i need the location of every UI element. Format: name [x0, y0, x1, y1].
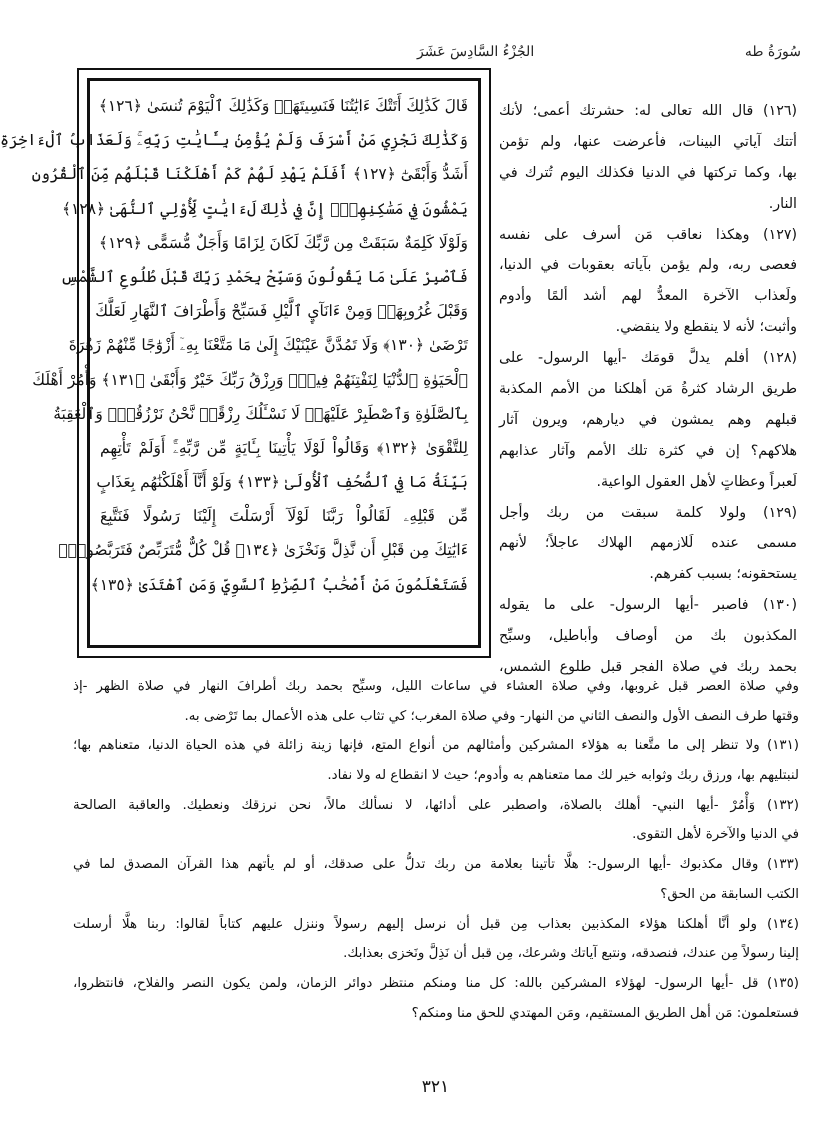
tafsir-line: المكذبون بك من أوصاف وأباطيل، وسبِّح — [499, 628, 797, 645]
quran-line: مِّن قَبْلِهِۦ لَقَالُواْ رَبَّنَا لَوْلَآ أَرْسَلْتَ إِلَيْنَا رَسُولًا فَنَتَّبِعَ — [100, 507, 468, 526]
tafsir-line: (١٢٩) ولولا كلمة سبقت من ربك وأجل — [499, 504, 797, 521]
quran-line: وَلَوْلَا كَلِمَةٌ سَبَقَتْ مِن رَّبِّكَ لَكَانَ لِزَامًا وَأَجَلٌ مُّسَمًّى ﴿١٢٩﴾ — [98, 233, 468, 252]
quran-line: قَالَ كَذَٰلِكَ أَتَتْكَ ءَايَٰتُنَا فَنَسِيتَهَاۖ وَكَذَٰلِكَ ٱلْيَوْمَ تُنسَىٰ ﴿١٢٦﴾ — [98, 97, 468, 115]
juz-label: الجُزْءُ السَّادِسَ عَشَرَ — [417, 44, 535, 60]
quran-line: فَسَتَعْلَمُونَ مَنْ أَصْحَٰبُ ٱلصِّرَٰطِ ٱلسَّوِيِّ وَمَنِ ٱهْتَدَىٰ ﴿١٣٥﴾ — [90, 575, 468, 594]
tafsir-line: إلينا رسولاً مِن عندك، فنصدقه، ونتبع آياتك وشرعك، مِن قبل أن نَذِلَّ ونَخزى بعذابك. — [343, 946, 799, 962]
tafsir-line: وقتها طرف النصف الأول والنصف الثاني من النهار- وفي صلاة المغرب؛ كي تثاب على هذه الأعمال بما تَرْضى به. — [184, 708, 799, 724]
tafsir-line: (١٢٦) قال الله تعالى له: حشرتك أعمى؛ لأنك — [499, 103, 797, 119]
quran-line: أَشَدُّ وَأَبْقَىٰٓ ﴿١٢٧﴾ أَفَلَمْ يَهْدِ لَهُمْ كَمْ أَهْلَكْنَا قَبْلَهُم مِّنَ ٱلْقُرُونِ — [31, 165, 468, 184]
tafsir-line: (١٣٢) وَأْمُرْ -أيها النبي- أهلك بالصلاة، واصطبر على أدائها، لا نسألك مالاً، نحن نرزقك ونعطيك. والعاقبة الصالحة — [73, 797, 799, 813]
tafsir-line: (١٣٤) ولو أنَّا أهلكنا هؤلاء المكذبين بعذاب مِن قبل أن نرسل إليهم رسولاً وننزل عليهم كتاباً لقالوا: ربنا هلَّا أرسلت — [73, 916, 799, 932]
quran-line: ءَايَٰتِكَ مِن قَبْلِ أَن نَّذِلَّ وَنَخْزَىٰ ﴿١٣٤﴾ قُلْ كُلٌّ مُّتَرَبِّصٌ فَتَرَبَّصُواْۖ — [58, 541, 468, 560]
tafsir-line: بحمد ربك في صلاة الفجر قبل طلوع الشمس، — [499, 659, 797, 676]
tafsir-right-column — [499, 96, 797, 683]
tafsir-line: (١٢٧) وهكذا نعاقب مَن أسرف على نفسه — [499, 226, 797, 243]
quran-line: تَرْضَىٰ ﴿١٣٠﴾ وَلَا تَمُدَّنَّ عَيْنَيْكَ إِلَىٰ مَا مَتَّعْنَا بِهِۦٓ أَزْوَٰجًا مِّنْهُمْ زَهْرَةَ — [68, 336, 468, 355]
tafsir-line: هلاكهم؟ إن في كثرة تلك الأمم وآثار عذابهم — [499, 442, 797, 459]
tafsir-line: بها، وكما تركتها في الدنيا فكذلك اليوم تُترك في — [499, 164, 797, 181]
quran-line: بَيِّنَةُ مَا فِي ٱلصُّحُفِ ٱلْأُولَىٰ ﴿١٣٣﴾ وَلَوْ أَنَّآ أَهْلَكْنَٰهُم بِعَذَابٍ — [96, 473, 468, 492]
tafsir-line: ولَعذاب الآخرة المعدُّ لهم أشد ألمًا وأدوم — [499, 288, 797, 305]
surah-name: سُورَةُ طه — [744, 44, 801, 60]
quran-line: وَقَبْلَ غُرُوبِهَاۖ وَمِنْ ءَانَآيِٕ ٱلَّيْلِ فَسَبِّحْ وَأَطْرَافَ ٱلنَّهَارِ لَعَلَّكَ — [95, 302, 468, 321]
quran-line: فَٱصْبِرْ عَلَىٰ مَا يَقُولُونَ وَسَبِّحْ بِحَمْدِ رَبِّكَ قَبْلَ طُلُوعِ ٱلشَّمْسِ — [60, 267, 468, 286]
page-number: ٣٢١ — [421, 1077, 450, 1097]
quran-frame — [0, 68, 491, 658]
tafsir-line: (١٣٣) وقال مكذبوك -أيها الرسول-: هلَّا تأتينا بعلامة من ربك تدلُّ على صدقك، أو لم يأتهم هذا القرآن المصدق لما في — [73, 857, 799, 873]
quran-line: يَمْشُونَ فِي مَسَٰكِنِهِمْۗ إِنَّ فِي ذَٰلِكَ لَءَايَٰتٍ لِّأُوْلِي ٱلنُّهَىٰ ﴿١٢٨﴾ — [61, 199, 468, 218]
tafsir-line: (١٣٥) قل -أيها الرسول- لهؤلاء المشركين بالله: كل منا ومنكم منتظر دوائر الزمان، ولمن يكون النصر والفلاح، فانتظروا، — [73, 975, 799, 991]
tafsir-line: مسمى عنده لَلازمهم الهلاك عاجلاً؛ لأنهم — [499, 535, 797, 552]
tafsir-line: قبلهم وهم يمشون في ديارهم، ويرون آثار — [499, 411, 797, 428]
tafsir-line: لَعبراً وعظاتٍ لأهل العقول الواعية. — [596, 473, 797, 490]
tafsir-line: فستعلمون: مَن أهل الطريق المستقيم، ومَن المهتدي للحق منا ومنكم؟ — [411, 1005, 799, 1021]
tafsir-line: أتتك آياتي البينات، فأعرضت عنها، ولم تؤمن — [499, 133, 797, 150]
tafsir-line: طريق الرشاد كثرةُ مَن أهلكنا من الأمم المكذبة — [499, 381, 797, 398]
tafsir-line: (١٣٠) فاصبر -أيها الرسول- على ما يقوله — [499, 597, 797, 614]
quran-line: لِلتَّقْوَىٰ ﴿١٣٢﴾ وَقَالُواْ لَوْلَا يَأْتِينَا بِـَٔايَةٍ مِّن رَّبِّهِۦٓۚ أَوَلَمْ تَأْتِهِم — [100, 438, 468, 457]
tafsir-line: (١٣١) ولا تنظر إلى ما متَّعنا به هؤلاء المشركين وأمثالهم من أنواع المتع، فإنها زينة زائلة في هذه الحياة الدنيا، متعناهم بها؛ — [73, 738, 799, 754]
quran-text-block — [0, 80, 479, 646]
tafsir-line: وأثبت؛ لأنه لا ينقطع ولا ينقضي. — [615, 319, 797, 336]
tafsir-line: فعصى ربه، ولم يؤمن بآياته بعقوبات في الدنيا، — [499, 257, 797, 274]
tafsir-line: وفي صلاة العصر قبل غروبها، وفي صلاة العشاء في ساعات الليل، وسبِّح بحمد ربك أطرافَ النهار في صلاة الظهر -إذ — [73, 679, 799, 694]
tafsir-full-width — [73, 672, 799, 1028]
quran-line: وَكَذَٰلِكَ نَجْزِي مَنْ أَسْرَفَ وَلَمْ يُؤْمِنۢ بِـَٔايَٰتِ رَبِّهِۦۚ وَلَعَذَابُ ٱلْءَاخِرَةِ — [0, 131, 468, 150]
tafsir-line: لنبتليهم بها، ورزق ربك وثوابه خير لك مما متعناهم به وأدوم؛ حيث لا انقطاع له ولا نفاد. — [327, 768, 799, 784]
quran-line: بِٱلصَّلَوٰةِ وَٱصْطَبِرْ عَلَيْهَاۖ لَا نَسْـَٔلُكَ رِزْقًاۖ نَّحْنُ نَرْزُقُكَۗ وَٱلْعَٰقِبَةُ — [53, 404, 468, 423]
tafsir-line: النار. — [768, 195, 797, 212]
page-header — [77, 44, 801, 68]
tafsir-line: الكتب السابقة من الحق؟ — [660, 886, 799, 902]
tafsir-line: يستحقونه؛ بسبب كفرهم. — [649, 566, 797, 583]
tafsir-line: (١٢٨) أفلم يدلَّ قومَك -أيها الرسول- على — [499, 350, 797, 367]
quran-line: ٱلْحَيَوٰةِ ٱلدُّنْيَا لِنَفْتِنَهُمْ فِيهِۚ وَرِزْقُ رَبِّكَ خَيْرٌ وَأَبْقَىٰ ﴿١٣١﴾ وَأْمُرْ أَهْلَكَ — [32, 370, 468, 389]
tafsir-line: في الدنيا والآخرة لأهل التقوى. — [632, 827, 799, 843]
